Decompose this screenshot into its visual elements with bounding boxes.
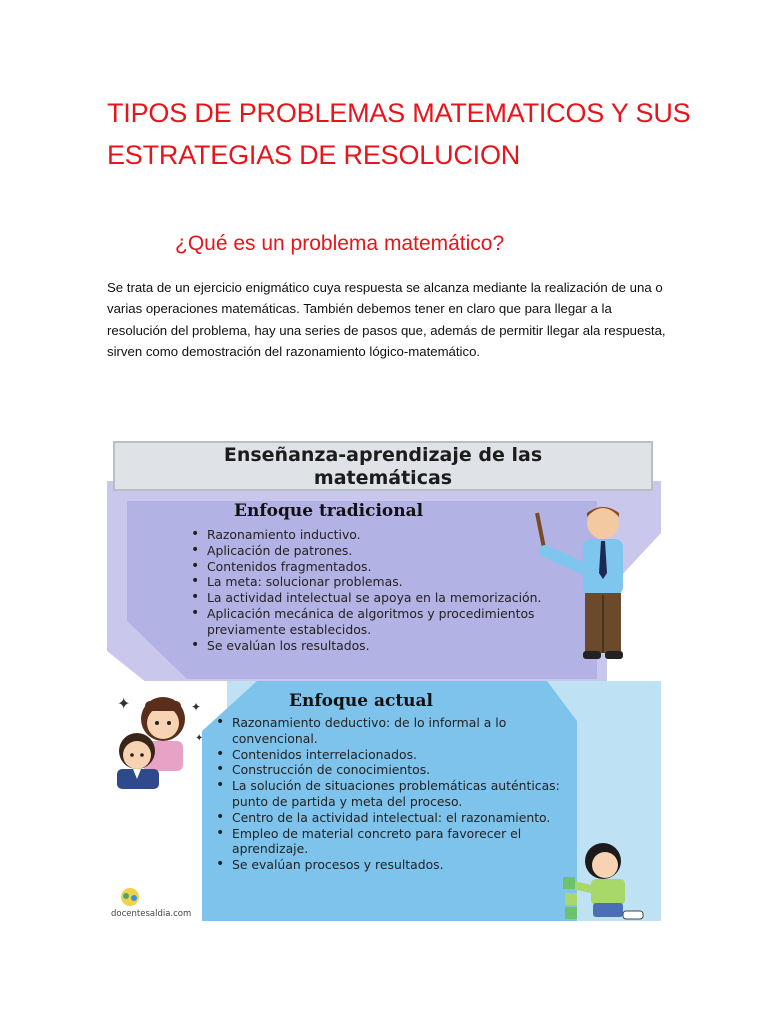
list-item: • Razonamiento deductivo: de lo informal a lo convencional. (212, 715, 542, 747)
svg-text:✦: ✦ (117, 694, 131, 713)
child-blocks-icon (563, 841, 659, 921)
svg-text:✦: ✦ (195, 733, 204, 744)
students-icon (107, 689, 209, 789)
list-item: • Se evalúan procesos y resultados. (212, 857, 572, 873)
infographic-heading (113, 441, 653, 491)
teacher-icon (535, 503, 641, 663)
traditional-title: Enfoque tradicional (234, 501, 424, 521)
heading-line-2: matemáticas (313, 467, 453, 489)
list-item: • Empleo de material concreto para favorecer el aprendizaje. (212, 826, 542, 858)
current-list (212, 715, 572, 873)
infographic-image (107, 441, 661, 921)
list-item: • Razonamiento inductivo. (187, 527, 607, 543)
section-subtitle: ¿Qué es un problema matemático? (175, 232, 505, 255)
list-item: • La solución de situaciones problemáticas auténticas: punto de partida y meta del proceso. (212, 778, 577, 810)
list-item: • Contenidos fragmentados. (187, 559, 607, 575)
page-title: TIPOS DE PROBLEMAS MATEMATICOS Y SUS ESTRATEGIAS DE RESOLUCION (107, 98, 691, 170)
list-item: • La meta: solucionar problemas. (187, 574, 607, 590)
list-item: • Aplicación mecánica de algoritmos y procedimientos previamente establecidos. (187, 606, 617, 638)
list-item: • Se evalúan los resultados. (187, 638, 607, 654)
list-item: • Aplicación de patrones. (187, 543, 607, 559)
current-title: Enfoque actual (289, 691, 434, 711)
list-item: • La actividad intelectual se apoya en la memorización. (187, 590, 567, 606)
logo-icon (117, 887, 143, 907)
svg-text:✦: ✦ (191, 700, 202, 714)
credit-text: docentesaldia.com (111, 909, 192, 919)
heading-line-1: Enseñanza-aprendizaje de las (223, 444, 543, 466)
list-item: • Centro de la actividad intelectual: el razonamiento. (212, 810, 577, 826)
list-item: • Construcción de conocimientos. (212, 762, 572, 778)
list-item: • Contenidos interrelacionados. (212, 747, 572, 763)
intro-paragraph: Se trata de un ejercicio enigmático cuya respuesta se alcanza mediante la realización de una o varias operaciones matemáticas. También debemos tener en claro que para llegar a la resolución del problema, hay una series de pasos que, además de permitir llegar ala respuesta, sirven como demostración del razonamiento lógico-matemático. (107, 280, 666, 359)
